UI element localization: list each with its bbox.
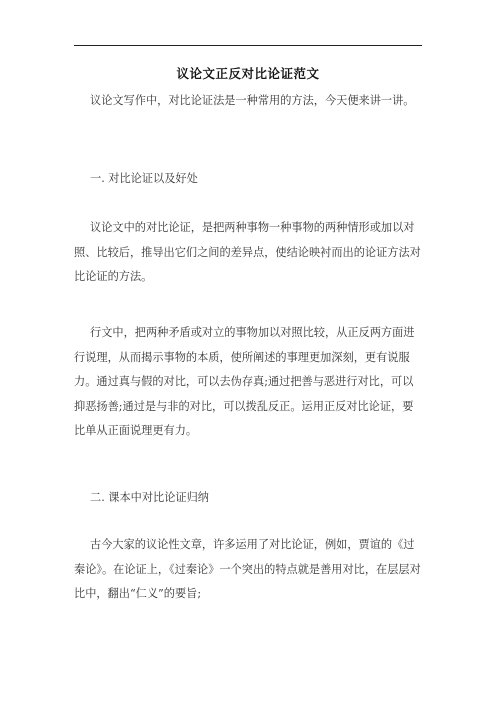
section-heading-2: 二. 课本中对比论证归纳: [90, 491, 209, 504]
section1-paragraph-1: 议论文中的对比论证，是把两种事物一种事物的两种情形或加以对照、比较后，推导出它们之间的差异点，使结论映衬而出的论证方法对比论证的方法。: [74, 221, 421, 283]
section2-paragraph-1: 古今大家的议论性文章，许多运用了对比论证，例如，贾谊的《过秦论》。在论证上，《过秦论》一个突出的特点就是善用对比，在层层对比中，翻出“仁义”的要旨;: [74, 538, 421, 600]
section-heading-1: 一. 对比论证以及好处: [90, 172, 198, 185]
intro-paragraph: 议论文写作中，对比论证法是一种常用的方法，今天便来讲一讲。: [90, 94, 415, 107]
header-rule: [74, 45, 422, 46]
document-title: 议论文正反对比论证范文: [176, 66, 320, 81]
section1-paragraph-2: 行文中，把两种矛盾或对立的事物加以对照比较，从正反两方面进行说理，从而揭示事物的本质，使所阐述的事理更加深刻，更有说服力。通过真与假的对比，可以去伪存真;通过把善与恶进行对比，可以抑恶扬善;通过是与非的对比，可以拨乱反正。运用正反对比论证，要比单从正面说理更有力。: [74, 326, 415, 437]
